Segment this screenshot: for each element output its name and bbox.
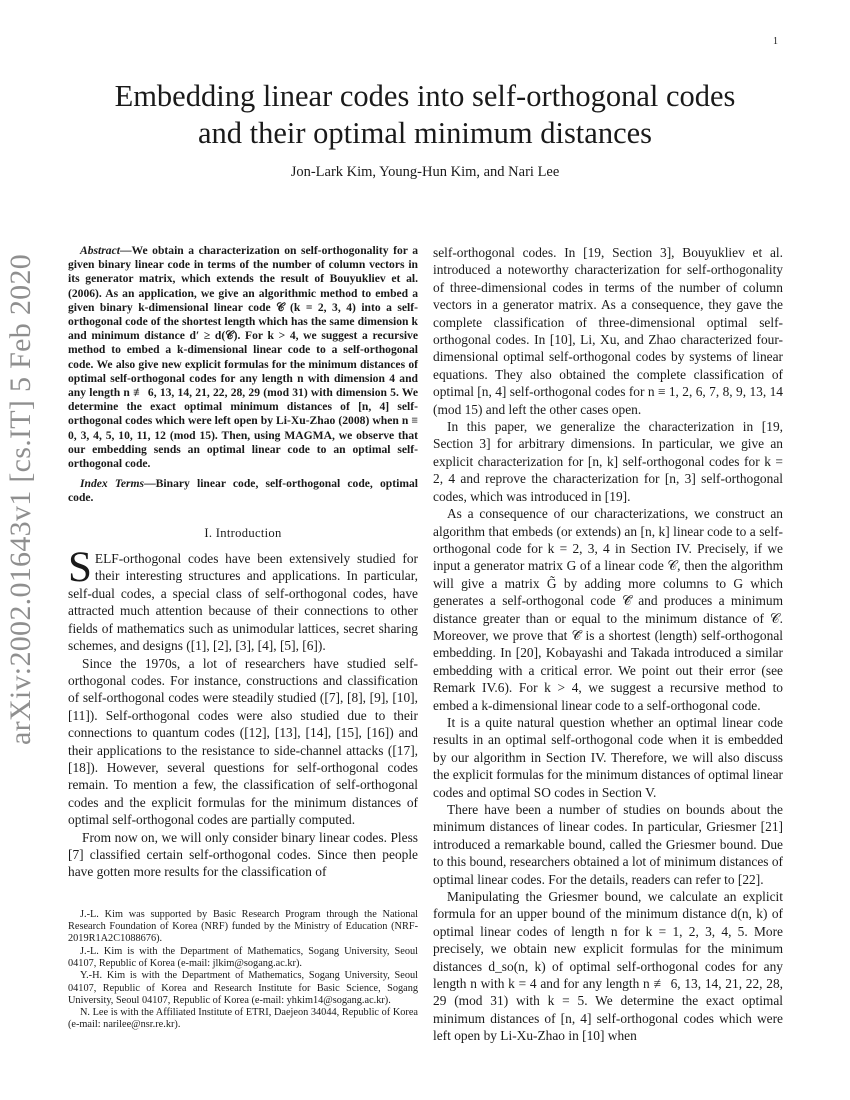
intro-paragraph-1-text: ELF-orthogonal codes have been extensively studied for their interesting structures and applications. In particular, self-dual codes, a special class of self-orthogonal codes, have attracted much attention because of their connections to other fields of mathematics such as unimodular lattices, secret sharing schemes, and designs ([1], [2], [3], [4], [5], [6]). — [68, 551, 418, 654]
footnotes — [68, 909, 418, 1032]
right-column — [433, 244, 783, 1045]
footnote-author-3: N. Lee is with the Affiliated Institute of ETRI, Daejeon 34044, Republic of Korea (e-mail: narilee@nsr.re.kr). — [68, 1007, 418, 1031]
index-terms — [68, 477, 418, 505]
author-list: Jon-Lark Kim, Young-Hun Kim, and Nari Lee — [290, 164, 560, 180]
abstract-label: Abstract — [80, 244, 120, 257]
index-terms-text: —Binary linear code, self-orthogonal code, optimal code. — [68, 477, 418, 505]
body-paragraph-1: self-orthogonal codes. In [19, Section 3], Bouyukliev et al. introduced a noteworthy characterization for self-orthogonality of three-dimensional codes in terms of the number of column vectors in a generator matrix. As a consequence, they gave the complete classification of three-dimensional optimal self-orthogonal codes. In [10], Li, Xu, and Zhao characterized four-dimensional optimal self-orthogonal codes by systems of linear equations. They also obtained the complete classification of optimal [n, 4] self-orthogonal codes for n ≡ 1, 2, 6, 7, 8, 9, 13, 14 (mod 15) and left the other cases open. — [433, 245, 783, 417]
abstract-text: —We obtain a characterization on self-orthogonality for a given binary linear code in terms of the number of column vectors in its generator matrix, which extends the result of Bouyukliev et al. (2006). As an application, we give an algorithmic method to embed a given binary k-dimensional linear code 𝒞 (k = 2, 3, 4) into a self-orthogonal code of the shortest length which has the same dimension k and minimum distance d′ ≥ d(𝒞). For k > 4, we suggest a recursive method to embed a k-dimensional linear code to a self-orthogonal code. We also give new explicit formulas for the minimum distances of optimal self-orthogonal codes for any length n with dimension 4 and any length n ≢ 6, 13, 14, 21, 22, 28, 29 (mod 31) with dimension 5. We determine the exact optimal minimum distances of [n, 4] self-orthogonal codes which were left open by Li-Xu-Zhao (2008) when n ≡ 0, 3, 4, 5, 10, 11, 12 (mod 15). Then, using MAGMA, we observe that our embedding sends an optimal linear code to an optimal self-orthogonal code. — [68, 244, 418, 471]
title-line-2: and their optimal minimum distances — [197, 116, 653, 150]
body-paragraph-6: Manipulating the Griesmer bound, we calculate an explicit formula for an upper bound of the minimum distance d(n, k) of optimal linear codes of length n for k = 1, 2, 3, 4, 5. More precisely, we obtain new explicit formulas for the minimum distances d_so(n, k) of optimal self-orthogonal codes for any length n with k = 4 and for any length n ≢ 6, 13, 14, 21, 22, 28, 29 (mod 31) with k = 5. We determine the exact optimal minimum distances of [n, 4] self-orthogonal codes which were left open by Li-Xu-Zhao in [10] when — [433, 889, 783, 1044]
footnote-author-2: Y.-H. Kim is with the Department of Mathematics, Sogang University, Seoul 04107, Republic of Korea and Research Institute for Basic Science, Sogang University, Seoul 04107, Republic of Korea (e-mail: yhkim14@sogang.ac.kr). — [68, 970, 418, 1006]
body-paragraph-2: In this paper, we generalize the characterization in [19, Section 3] for arbitrary dimensions. In particular, we give an explicit characterization for [n, k] self-orthogonal codes for k = 2, 4 and reprove the characterization for [n, 3] self-orthogonal codes, which was introduced in [19]. — [433, 419, 783, 504]
arxiv-identifier[interactable]: arXiv:2002.01643v1 [cs.IT] 5 Feb 2020 — [4, 253, 37, 745]
drop-cap: S — [68, 544, 92, 592]
body-paragraph-4: It is a quite natural question whether an optimal linear code results in an optimal self-orthogonal code when it is embedded by our algorithm in Section IV. Therefore, we will also discuss the explicit formulas for the minimum distances of optimal linear codes and optimal SO codes in Section V. — [433, 714, 783, 800]
page-number: 1 — [773, 36, 778, 47]
footnote-author-1: J.-L. Kim is with the Department of Mathematics, Sogang University, Seoul 04107, Republic of Korea (e-mail: jlkim@sogang.ac.kr). — [68, 945, 418, 969]
footnote-funding: J.-L. Kim was supported by Basic Research Program through the National Research Foundation of Korea (NRF) funded by the Ministry of Education (NRF-2019R1A2C1088676). — [68, 908, 418, 945]
title-line-1: Embedding linear codes into self-orthogonal codes — [114, 79, 736, 113]
section-heading-introduction: I. Introduction — [204, 525, 282, 540]
body-paragraph-3: As a consequence of our characterizations, we construct an algorithm that embeds (or extends) an [n, k] linear code to a self-orthogonal code for k = 2, 3, 4 in Section IV. Precisely, if we input a generator matrix G of a linear code 𝒞, then the algorithm will give a matrix G̃ by adding more columns to G which generates a self-orthogonal code 𝒞̃ and produces a minimum distance greater than or equal to the minimum distance of 𝒞. Moreover, we prove that 𝒞̃ is a shortest (length) self-orthogonal embedding. In [20], Kobayashi and Takada introduced a similar embedding with a critical error. We point out their error (see Remark IV.6). For k > 4, we suggest a recursive method to embed a k-dimensional linear code to a self-orthogonal code. — [433, 506, 783, 713]
intro-paragraph-1 — [68, 544, 418, 654]
abstract — [68, 244, 418, 471]
index-terms-label: Index Terms — [80, 477, 145, 491]
left-column — [68, 244, 418, 1032]
paper-title — [60, 78, 790, 152]
body-paragraph-5: There have been a number of studies on bounds about the minimum distances of linear codes. In particular, Griesmer [21] introduced a remarkable bound, called the Griesmer bound. Due to this bound, researchers obtained a lot of minimum distances of optimal linear codes. For the details, readers can refer to [22]. — [433, 802, 783, 887]
intro-paragraph-3: From now on, we will only consider binary linear codes. Pless [7] classified certain self-orthogonal codes. Since then people have gotten more results for the classification of — [68, 829, 418, 880]
intro-paragraph-2: Since the 1970s, a lot of researchers have studied self-orthogonal codes. For instance, constructions and classification of self-orthogonal codes were steadily studied ([7], [8], [9], [10], [11]). Self-orthogonal codes were also studied due to their connections to quantum codes ([12], [13], [14], [15], [16]) and their applications to the resistance to side-channel attacks ([17], [18]). However, several questions for self-orthogonal codes remain. To mention a few, the classification of self-orthogonal codes and the explicit formulas for the minimum distances of optimal self-orthogonal codes are partially computed. — [68, 655, 418, 828]
